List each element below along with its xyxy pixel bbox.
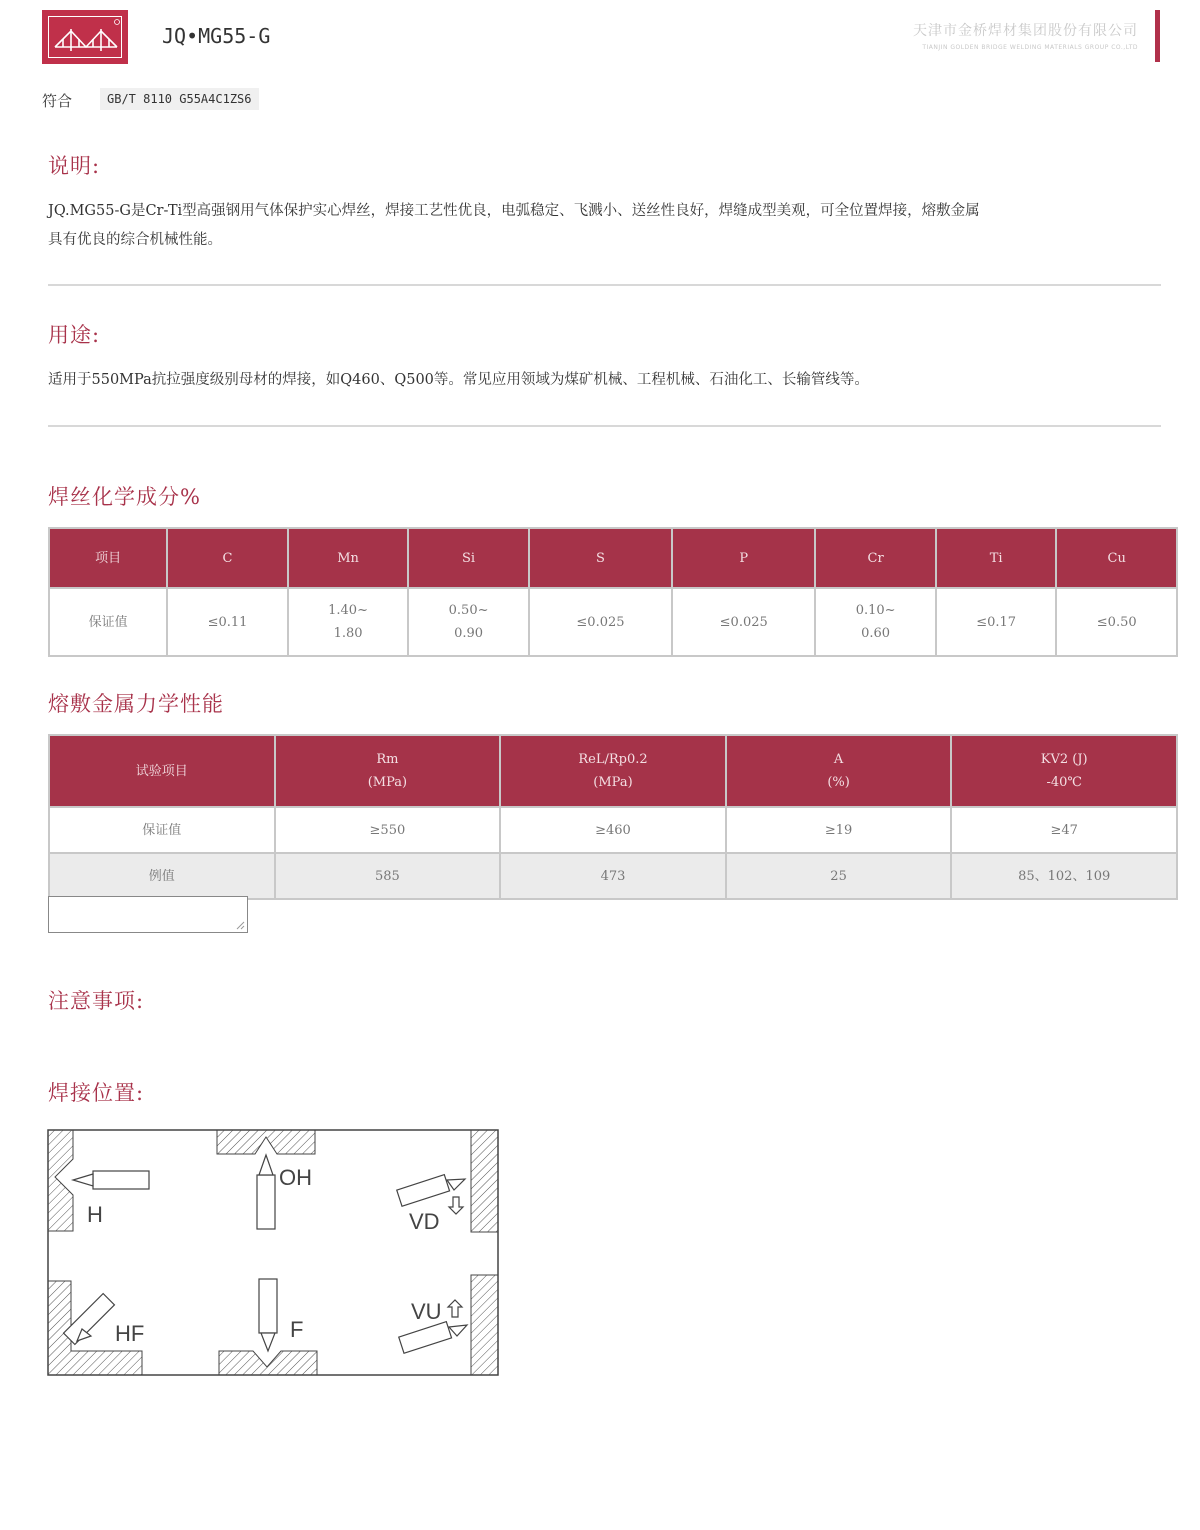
mech-cell: 25 — [726, 853, 952, 899]
chemistry-table — [48, 527, 1178, 657]
company-name-cn: 天津市金桥焊材集团股份有限公司 — [913, 23, 1138, 39]
header-line: Rm — [376, 752, 399, 767]
mech-cell: 585 — [275, 853, 501, 899]
company-name-en: TIANJIN GOLDEN BRIDGE WELDING MATERIALS GROUP CO.,LTD — [922, 44, 1138, 51]
chem-header-s: S — [529, 528, 672, 588]
company-logo — [42, 10, 128, 64]
welding-positions-diagram — [47, 1129, 499, 1376]
chem-header-mn: Mn — [288, 528, 409, 588]
header-line: (%) — [827, 775, 850, 790]
mech-header-kv2 — [951, 735, 1177, 807]
chem-cell-mn — [288, 588, 409, 656]
mech-header-a — [726, 735, 952, 807]
header-line: (MPa) — [593, 775, 633, 790]
standard-value: GB/T 8110 G55A4C1ZS6 — [100, 88, 259, 110]
cell-line: 0.90 — [454, 626, 484, 641]
chem-header-cr: Cr — [815, 528, 936, 588]
divider — [48, 284, 1161, 286]
usage-heading: 用途: — [48, 323, 101, 347]
chem-header-c: C — [167, 528, 288, 588]
header-line: KV2 (J) — [1040, 752, 1088, 767]
chem-cell-c — [167, 588, 288, 656]
position-label-f: F — [290, 1317, 304, 1342]
company-name — [913, 20, 1138, 51]
position-label-h: H — [87, 1202, 103, 1227]
mech-row-label: 保证值 — [49, 807, 275, 853]
mechanical-header-row — [49, 735, 1177, 807]
chem-cell-s — [529, 588, 672, 656]
chem-cell-cr — [815, 588, 936, 656]
mech-row-label: 例值 — [49, 853, 275, 899]
chem-row-label: 保证值 — [49, 588, 167, 656]
chemistry-heading: 焊丝化学成分% — [48, 485, 201, 509]
mech-cell: ≥19 — [726, 807, 952, 853]
position-label-vd: VD — [409, 1209, 440, 1234]
usage-text: 适用于550MPa抗拉强度级别母材的焊接，如Q460、Q500等。常见应用领域为煤矿机械、工程机械、石油化工、长输管线等。 — [48, 372, 869, 388]
mech-cell: ≥47 — [951, 807, 1177, 853]
chemistry-header-row — [49, 528, 1177, 588]
header-line: 试验项目 — [135, 763, 188, 779]
cell-line: 0.60 — [861, 626, 891, 641]
position-label-oh: OH — [279, 1165, 312, 1190]
chem-cell-ti — [936, 588, 1057, 656]
position-label-vu: VU — [411, 1299, 442, 1324]
chem-header-cu: Cu — [1056, 528, 1177, 588]
header-line: -40℃ — [1046, 775, 1082, 790]
cell-line: ≤0.025 — [719, 614, 768, 630]
mech-cell: ≥550 — [275, 807, 501, 853]
header-accent-bar — [1155, 10, 1160, 62]
description-text — [48, 197, 1160, 255]
mech-header-item — [49, 735, 275, 807]
description-line-2: 具有优良的综合机械性能。 — [48, 232, 222, 248]
cell-line: ≤0.17 — [976, 614, 1017, 630]
cell-line: ≤0.025 — [576, 614, 625, 630]
mechanical-table — [48, 734, 1178, 900]
cell-line: 0.10~ — [855, 603, 896, 618]
mech-cell: ≥460 — [500, 807, 726, 853]
bridge-icon — [49, 17, 123, 59]
table-row — [49, 853, 1177, 899]
table-row — [49, 807, 1177, 853]
chem-cell-p — [672, 588, 815, 656]
mechanical-heading: 熔敷金属力学性能 — [48, 692, 224, 716]
mech-header-rm — [275, 735, 501, 807]
position-label-hf: HF — [115, 1321, 145, 1346]
divider — [48, 425, 1161, 427]
chem-header-p: P — [672, 528, 815, 588]
resize-grip-icon[interactable] — [236, 921, 245, 930]
chem-header-si: Si — [408, 528, 529, 588]
notes-textarea[interactable] — [48, 896, 248, 933]
chem-header-item: 项目 — [49, 528, 167, 588]
header-line: A — [833, 752, 844, 767]
description-line-1: JQ.MG55-G是Cr-Ti型高强钢用气体保护实心焊丝，焊接工艺性优良，电弧稳定、飞溅小、送丝性良好，焊缝成型美观，可全位置焊接，熔敷金属 — [48, 203, 980, 219]
header-line: (MPa) — [367, 775, 408, 790]
chem-cell-cu — [1056, 588, 1177, 656]
header-line: ReL/Rp0.2 — [578, 752, 648, 767]
chem-cell-si — [408, 588, 529, 656]
chem-header-ti: Ti — [936, 528, 1057, 588]
cell-line: 0.50~ — [448, 603, 489, 618]
notes-heading: 注意事项: — [48, 989, 145, 1013]
mech-cell: 473 — [500, 853, 726, 899]
cell-line: 1.80 — [333, 626, 363, 641]
cell-line: ≤0.11 — [207, 614, 248, 630]
product-model: JQ•MG55-G — [162, 24, 271, 48]
description-heading: 说明: — [48, 154, 101, 178]
positions-heading: 焊接位置: — [48, 1081, 145, 1105]
table-row — [49, 588, 1177, 656]
standard-label: 符合 — [42, 92, 73, 110]
cell-line: ≤0.50 — [1096, 614, 1137, 630]
cell-line: 1.40~ — [328, 603, 368, 618]
mech-header-rel — [500, 735, 726, 807]
mech-cell: 85、102、109 — [951, 853, 1177, 899]
